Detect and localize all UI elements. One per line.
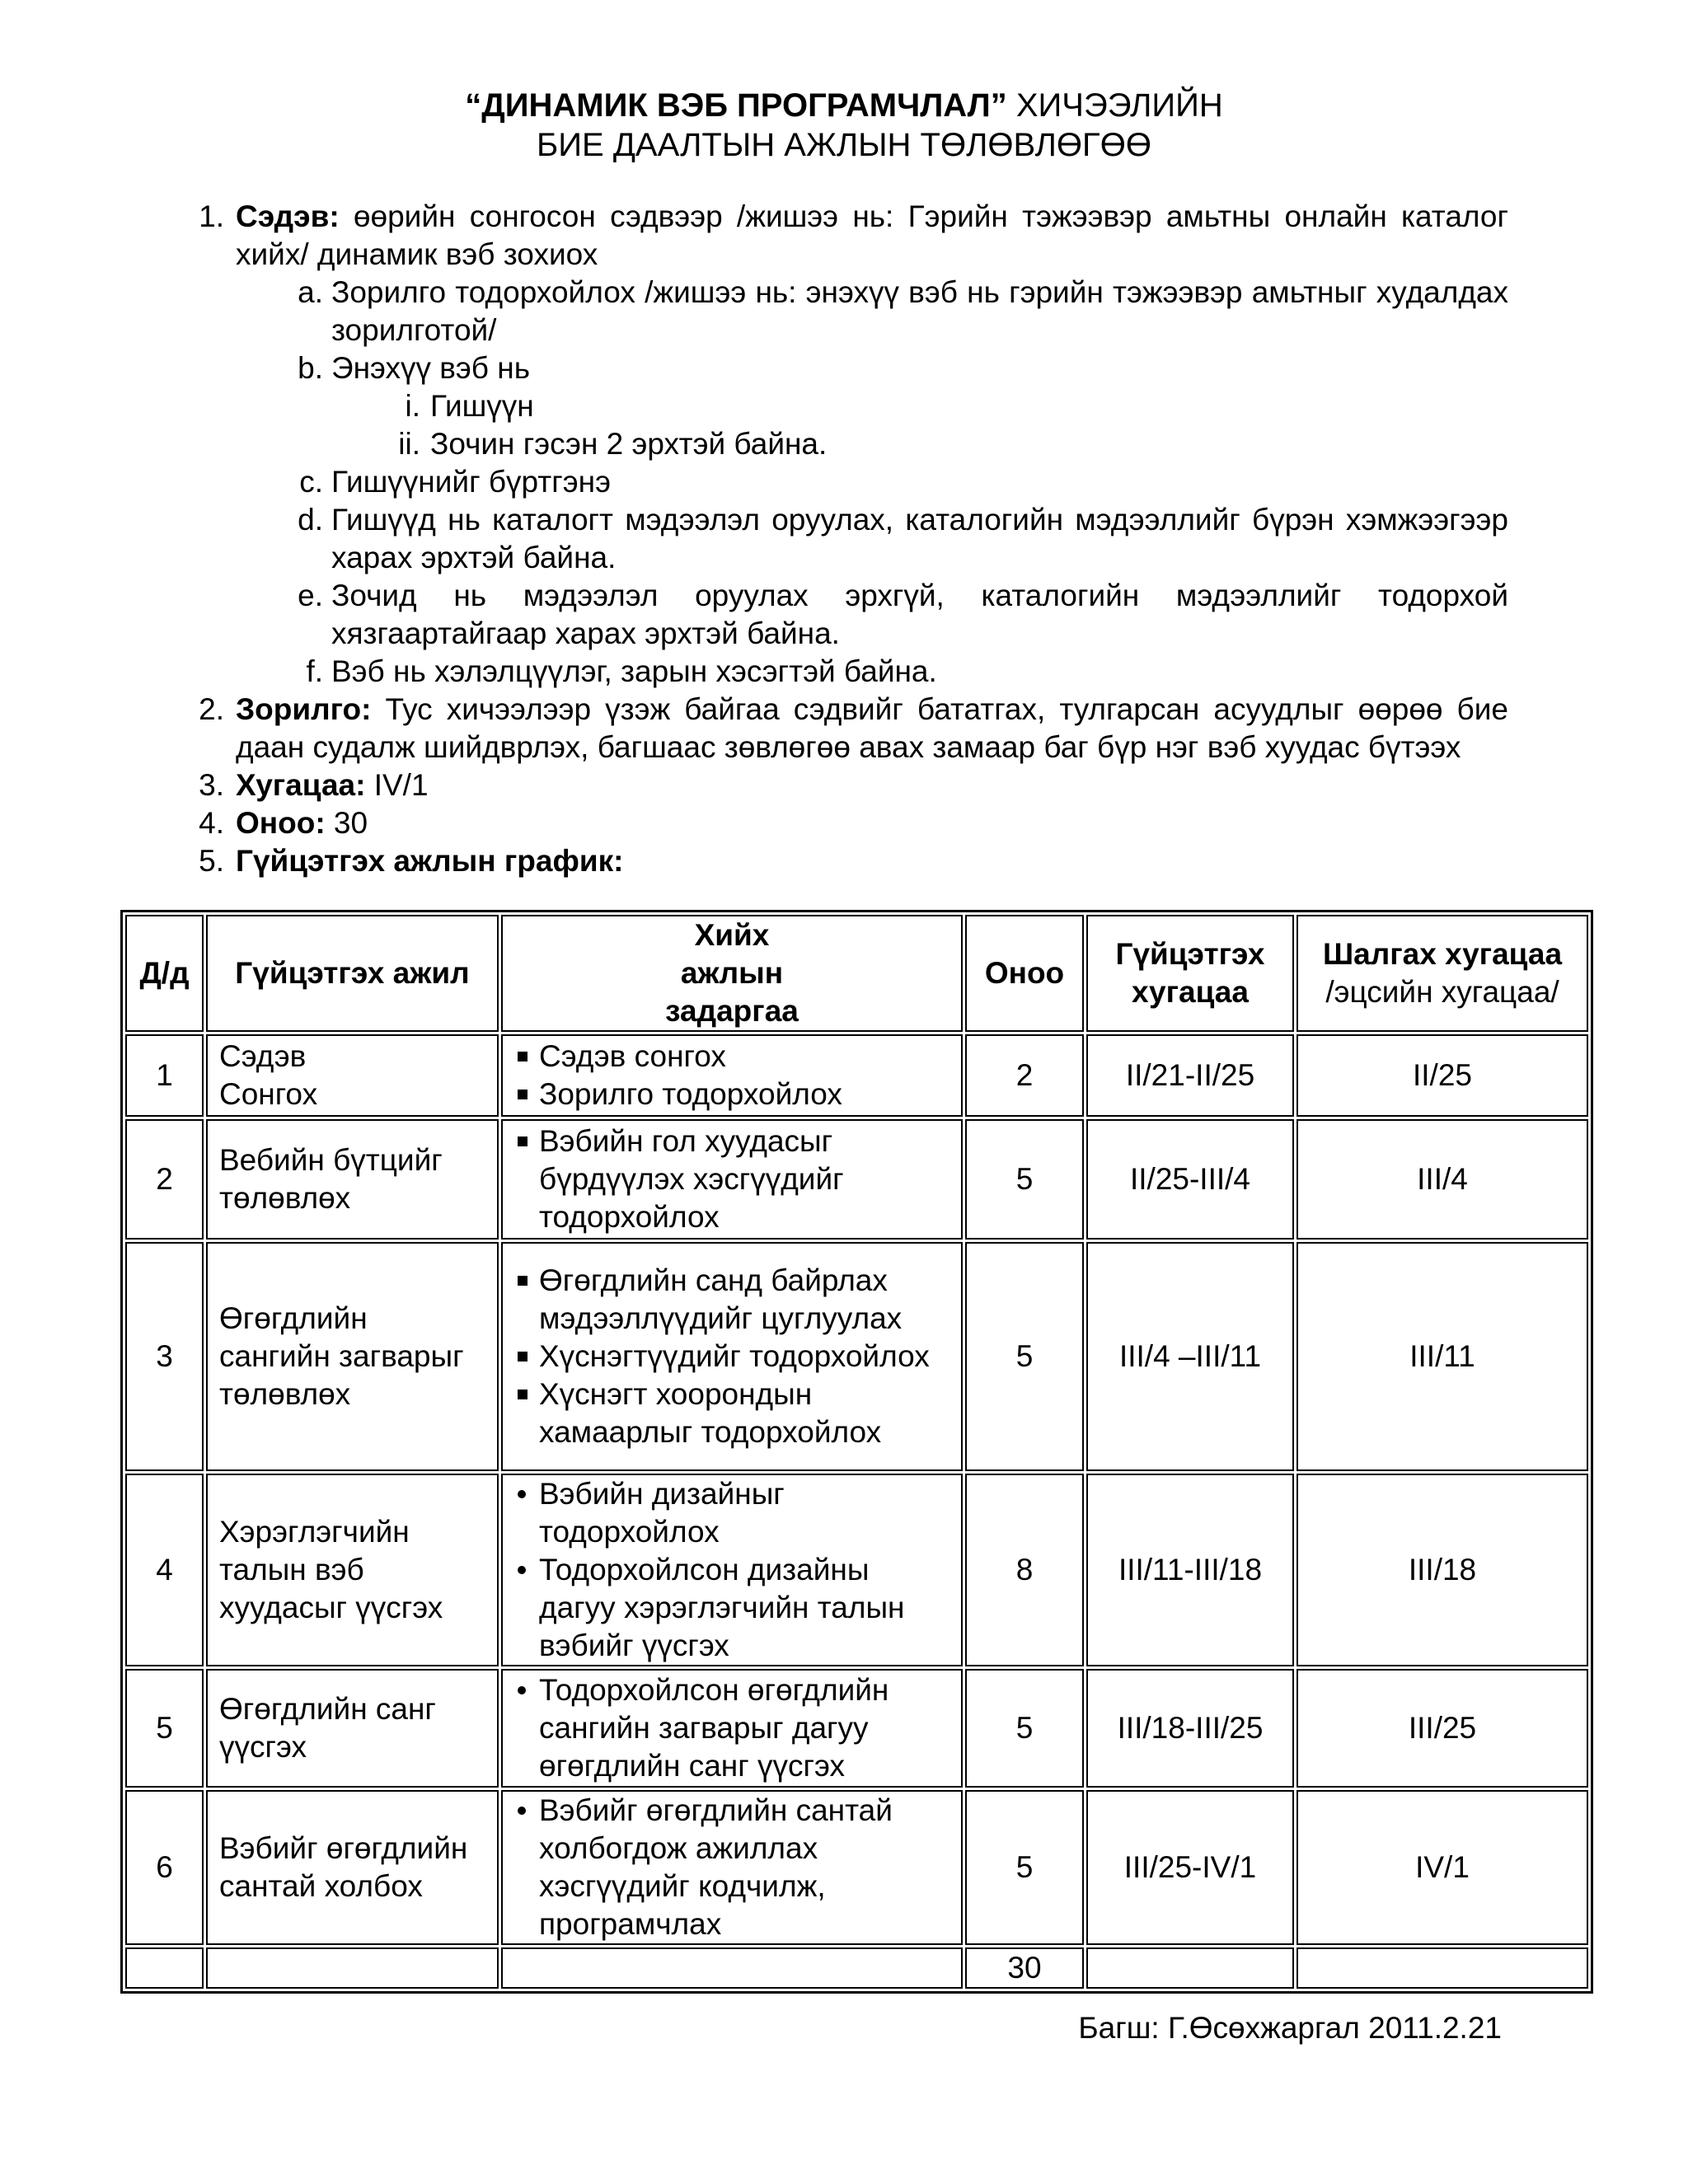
total-score: 30 (965, 1947, 1084, 1989)
row-period: II/25-III/4 (1086, 1119, 1294, 1240)
table-row (125, 1034, 1588, 1117)
row-task-line: үүсгэх (219, 1730, 307, 1764)
sub-item-d (183, 501, 1508, 577)
section-schedule (183, 842, 1508, 880)
row-period: III/25-IV/1 (1086, 1790, 1294, 1945)
sub-item-text: Зочид нь мэдээлэл оруулах эрхгүй, каталогийн мэдээллийг тодорхой хязгаартайгаар харах эрхтэй байна. (331, 579, 1508, 650)
row-task-line: Өгөгдлийн санг (219, 1692, 436, 1726)
row-breakdown (501, 1119, 963, 1240)
breakdown-item: Вэбийн дизайныг тодорхойлох (539, 1475, 950, 1551)
section-text: өөрийн сонгосон сэдвээр /жишээ нь: Гэрийн тэжээвэр амьтны онлайн каталог хийх/ динамик вэб зохиох (236, 199, 1508, 271)
row-check: II/25 (1296, 1034, 1588, 1117)
breakdown-item: Тодорхойлсон өгөгдлийн сангийн загварыг дагуу өгөгдлийн санг үүсгэх (539, 1671, 950, 1785)
sub-item-number: a. (298, 275, 323, 309)
header-score: Оноо (965, 915, 1084, 1032)
row-breakdown (501, 1474, 963, 1666)
sub-item-number: b. (298, 351, 323, 385)
row-task-line: Вебийн бүтцийг (219, 1143, 443, 1177)
row-task-line: талын вэб (219, 1553, 364, 1586)
row-period: III/18-III/25 (1086, 1669, 1294, 1788)
row-score: 2 (965, 1034, 1084, 1117)
sub-item-number: f. (306, 654, 323, 688)
row-score: 5 (965, 1669, 1084, 1788)
breakdown-list (514, 1792, 950, 1943)
section-number: 1. (199, 199, 224, 233)
row-task (206, 1242, 499, 1471)
section-goal (183, 691, 1508, 766)
row-check: III/18 (1296, 1474, 1588, 1666)
header-task: Гүйцэтгэх ажил (206, 915, 499, 1032)
row-no: 6 (125, 1790, 204, 1945)
breakdown-item: Хүснэгтүүдийг тодорхойлох (539, 1338, 950, 1376)
table-header-row (125, 915, 1588, 1032)
roman-item-text: Зочин гэсэн 2 эрхтэй байна. (430, 427, 828, 461)
roman-item-ii (183, 425, 1508, 463)
row-breakdown (501, 1034, 963, 1117)
row-no: 3 (125, 1242, 204, 1471)
course-name: “ДИНАМИК ВЭБ ПРОГРАМЧЛАЛ” (465, 87, 1007, 124)
roman-item-number: ii. (398, 427, 420, 461)
row-breakdown (501, 1790, 963, 1945)
document-title (0, 86, 1688, 165)
row-check: III/11 (1296, 1242, 1588, 1471)
section-topic (183, 198, 1508, 274)
section-label: Оноо: (236, 806, 326, 840)
roman-item-number: i. (405, 389, 420, 423)
total-empty-cell (1296, 1947, 1588, 1989)
sub-item-number: d. (298, 503, 323, 537)
row-check: IV/1 (1296, 1790, 1588, 1945)
section-number: 5. (199, 844, 224, 878)
table-total-row (125, 1947, 1588, 1989)
row-task (206, 1474, 499, 1666)
sub-item-text: Гишүүд нь каталогт мэдээлэл оруулах, каталогийн мэдээллийг бүрэн хэмжээгээр харах эрхтэй байна. (331, 503, 1508, 574)
table-row (125, 1790, 1588, 1945)
plan-content (183, 198, 1508, 880)
sub-item-e (183, 577, 1508, 653)
sub-item-text: Гишүүнийг бүртгэнэ (331, 465, 611, 499)
breakdown-item: Тодорхойлсон дизайны дагуу хэрэглэгчийн талын вэбийг үүсгэх (539, 1551, 950, 1665)
row-check: III/25 (1296, 1669, 1588, 1788)
total-empty-cell (206, 1947, 499, 1989)
teacher-signature: Багш: Г.Өсөхжаргал 2011.2.21 (1078, 2011, 1502, 2045)
sub-item-text: Зорилго тодорхойлох /жишээ нь: энэхүү вэб нь гэрийн тэжээвэр амьтныг худалдах зорилготой/ (331, 275, 1508, 347)
row-period: II/21-II/25 (1086, 1034, 1294, 1117)
title-line-2: БИЕ ДААЛТЫН АЖЛЫН ТӨЛӨВЛӨГӨӨ (537, 127, 1151, 163)
row-score: 5 (965, 1242, 1084, 1471)
row-task-line: Өгөгдлийн (219, 1301, 368, 1335)
row-no: 2 (125, 1119, 204, 1240)
sub-item-number: e. (298, 579, 323, 612)
header-breakdown-line-3: задаргаа (665, 994, 799, 1028)
table-row (125, 1242, 1588, 1471)
section-number: 3. (199, 768, 224, 802)
breakdown-item: Хүснэгт хоорондын хамаарлыг тодорхойлох (539, 1376, 950, 1451)
header-check-line-2: /эцсийн хугацаа/ (1325, 975, 1559, 1009)
sub-item-f (183, 653, 1508, 691)
header-no: Д/д (125, 915, 204, 1032)
section-text: IV/1 (365, 768, 429, 802)
row-no: 4 (125, 1474, 204, 1666)
row-task-line: Вэбийг өгөгдлийн (219, 1831, 468, 1865)
section-score (183, 804, 1508, 842)
row-task-line: Сэдэв (219, 1039, 307, 1073)
table-row (125, 1669, 1588, 1788)
row-score: 5 (965, 1119, 1084, 1240)
breakdown-item: Өгөгдлийн санд байрлах мэдээллүүдийг цуглуулах (539, 1262, 950, 1338)
row-period: III/4 –III/11 (1086, 1242, 1294, 1471)
sub-item-text: Вэб нь хэлэлцүүлэг, зарын хэсэгтэй байна. (331, 654, 937, 688)
row-task (206, 1034, 499, 1117)
header-breakdown (501, 915, 963, 1032)
sub-item-a (183, 274, 1508, 349)
row-task (206, 1119, 499, 1240)
header-check-line-1: Шалгах хугацаа (1322, 937, 1563, 971)
section-deadline (183, 766, 1508, 804)
breakdown-item: Вэбийн гол хуудасыг бүрдүүлэх хэсгүүдийг тодорхойлох (539, 1122, 950, 1236)
section-label: Хугацаа: (236, 768, 366, 802)
row-task-line: сантай холбох (219, 1869, 423, 1903)
sub-item-text: Энэхүү вэб нь (331, 351, 530, 385)
row-task-line: сангийн загварыг (219, 1339, 464, 1373)
row-task-line: төлөвлөх (219, 1181, 351, 1215)
row-check: III/4 (1296, 1119, 1588, 1240)
title-line-1-rest: ХИЧЭЭЛИЙН (1006, 87, 1223, 124)
sub-item-number: c. (299, 465, 323, 499)
sub-item-b (183, 349, 1508, 387)
header-check (1296, 915, 1588, 1032)
schedule-table (120, 910, 1593, 1994)
row-task-line: хуудасыг үүсгэх (219, 1591, 443, 1624)
row-no: 1 (125, 1034, 204, 1117)
header-period-line-1: Гүйцэтгэх (1115, 937, 1265, 971)
total-empty-cell (501, 1947, 963, 1989)
breakdown-list (514, 1122, 950, 1236)
table-row (125, 1474, 1588, 1666)
header-breakdown-line-1: Хийх (694, 918, 770, 952)
row-task-line: Сонгох (219, 1077, 318, 1111)
row-task-line: Хэрэглэгчийн (219, 1515, 410, 1549)
header-period (1086, 915, 1294, 1032)
breakdown-item: Сэдэв сонгох (539, 1038, 950, 1076)
row-score: 8 (965, 1474, 1084, 1666)
row-breakdown (501, 1242, 963, 1471)
row-score: 5 (965, 1790, 1084, 1945)
breakdown-list (514, 1671, 950, 1785)
row-task (206, 1790, 499, 1945)
section-number: 4. (199, 806, 224, 840)
total-empty-cell (1086, 1947, 1294, 1989)
header-period-line-2: хугацаа (1132, 975, 1249, 1009)
breakdown-item: Вэбийг өгөгдлийн сантай холбогдож ажиллах хэсгүүдийг кодчилж, програмчлах (539, 1792, 950, 1943)
section-text: 30 (325, 806, 368, 840)
breakdown-list (514, 1262, 950, 1451)
section-label: Гүйцэтгэх ажлын график: (236, 844, 624, 878)
breakdown-list (514, 1475, 950, 1665)
section-label: Зорилго: (236, 692, 372, 726)
row-task-line: төлөвлөх (219, 1377, 351, 1411)
table-row (125, 1119, 1588, 1240)
header-breakdown-line-2: ажлын (680, 956, 784, 990)
section-label: Сэдэв: (236, 199, 340, 233)
section-number: 2. (199, 692, 224, 726)
title-line-1 (0, 86, 1688, 125)
row-period: III/11-III/18 (1086, 1474, 1294, 1666)
total-empty-cell (125, 1947, 204, 1989)
roman-item-text: Гишүүн (430, 389, 534, 423)
roman-item-i (183, 387, 1508, 425)
row-no: 5 (125, 1669, 204, 1788)
row-breakdown (501, 1669, 963, 1788)
row-task (206, 1669, 499, 1788)
section-text: Тус хичээлээр үзэж байгаа сэдвийг бататгах, тулгарсан асуудлыг өөрөө бие даан судалж шийдврлэх, багшаас зөвлөгөө авах замаар баг бүр нэг вэб хуудас бүтээх (236, 692, 1508, 764)
breakdown-item: Зорилго тодорхойлох (539, 1076, 950, 1113)
breakdown-list (514, 1038, 950, 1113)
sub-item-c (183, 463, 1508, 501)
